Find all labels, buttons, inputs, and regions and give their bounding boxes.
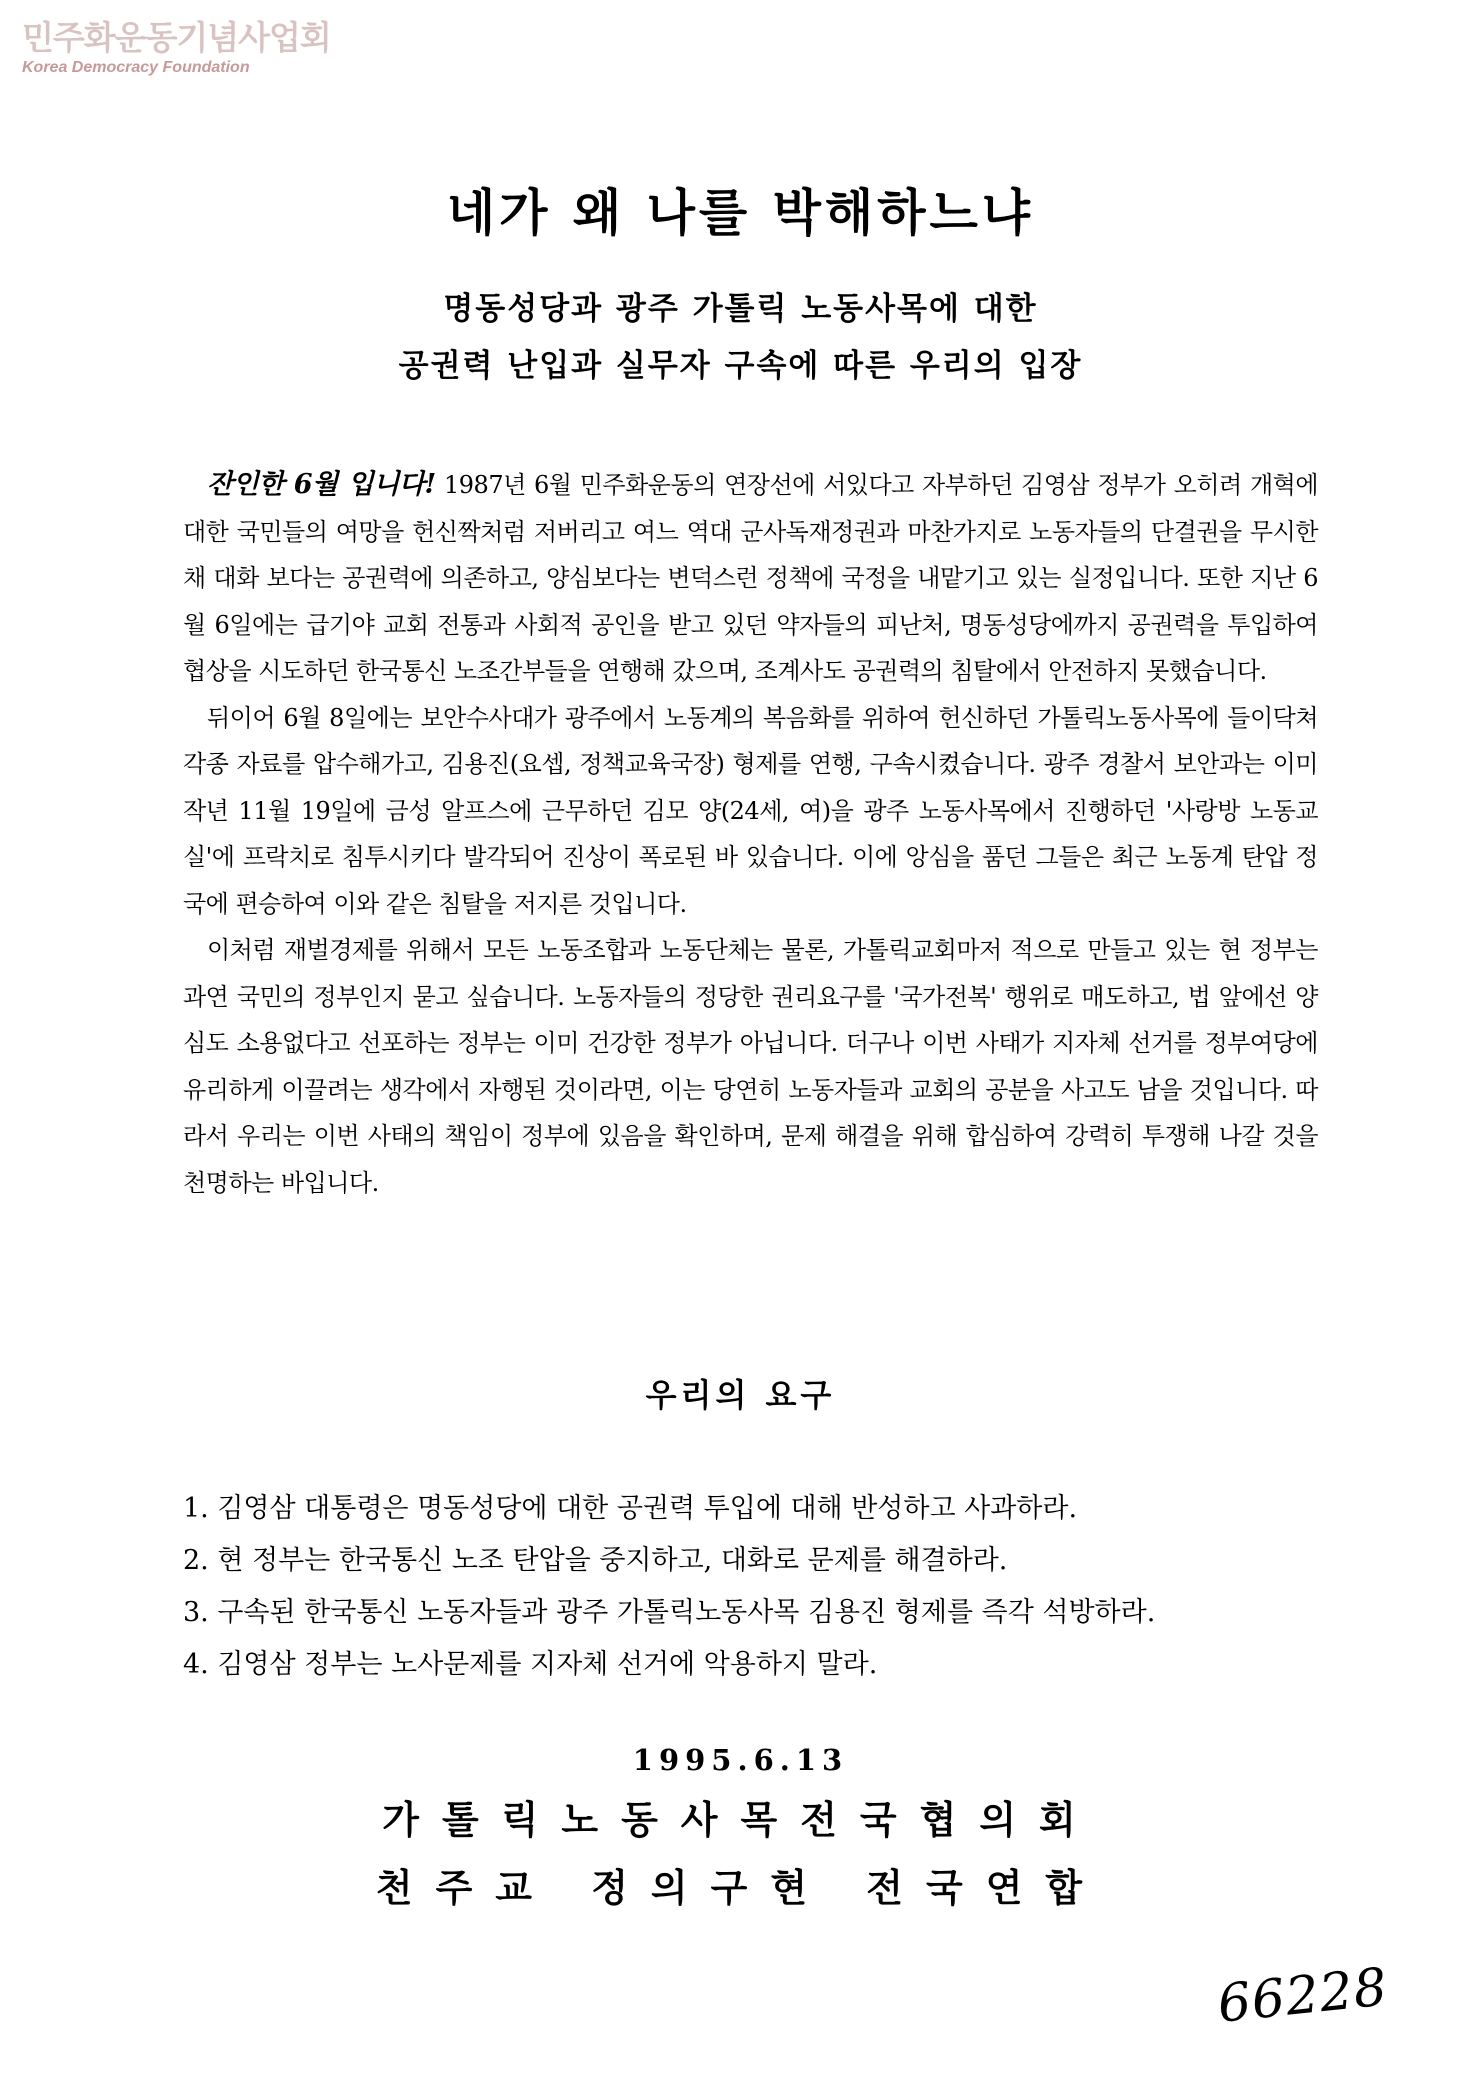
- watermark-korean-text: 민주화운동기념사업회: [22, 18, 331, 57]
- watermark-logo: [22, 18, 331, 78]
- handwritten-archive-number: 66228: [1214, 1957, 1391, 2035]
- demand-item: 3. 구속된 한국통신 노동자들과 광주 가톨릭노동사목 김용진 형제를 즉각 석방하라.: [183, 1597, 1156, 1628]
- organization-name-1: 가톨릭노동사목전국협의회: [382, 1798, 1099, 1842]
- demand-item: 2. 현 정부는 한국통신 노조 탄압을 중지하고, 대화로 문제를 해결하라.: [183, 1545, 1008, 1576]
- subtitle-line-1: 명동성당과 광주 가톨릭 노동사목에 대한: [443, 291, 1038, 327]
- demands-heading: 우리의 요구: [645, 1376, 836, 1414]
- demand-item: 1. 김영삼 대통령은 명동성당에 대한 공권력 투입에 대해 반성하고 사과하라.: [183, 1493, 1078, 1524]
- demand-item: 4. 김영삼 정부는 노사문제를 지자체 선거에 악용하지 말라.: [183, 1649, 878, 1680]
- organization-name-2: 천주교 정의구현 전국연합: [375, 1866, 1106, 1910]
- subtitle-line-2: 공권력 난입과 실무자 구속에 따른 우리의 입장: [398, 348, 1083, 384]
- body-paragraph-1-text: 1987년 6월 민주화운동의 연장선에 서있다고 자부하던 김영삼 정부가 오히려 개혁에 대한 국민들의 여망을 헌신짝처럼 저버리고 여느 역대 군사독재정권과 마찬가지로 노동자들의 단결권을 무시한 채 대화 보다는 공권력에 의존하고, 양심보다는 변덕스런 정책에 국정을 내맡기고 있는 실정입니다. 또한 지난 6월 6일에는 급기야 교회 전통과 사회적 공인을 받고 있던 약자들의 피난처, 명동성당에까지 공권력을 투입하여 협상을 시도하던 한국통신 노조간부들을 연행해 갔으며, 조계사도 공권력의 침탈에서 안전하지 못했습니다.: [183, 471, 1318, 685]
- body-paragraph-1: [183, 462, 1318, 695]
- lead-phrase: 잔인한 6월 입니다!: [207, 469, 436, 500]
- demands-list: [183, 1483, 1333, 1691]
- watermark-english-text: Korea Democracy Foundation: [22, 59, 250, 76]
- body-paragraph-3: 이처럼 재벌경제를 위해서 모든 노동조합과 노동단체는 물론, 가톨릭교회마저 적으로 만들고 있는 현 정부는 과연 국민의 정부인지 묻고 싶습니다. 노동자들의 정당한 권리요구를 '국가전복' 행위로 매도하고, 법 앞에선 양심도 소용없다고 선포하는 정부는 이미 건강한 정부가 아닙니다. 더구나 이번 사태가 지자체 선거를 정부여당에 유리하게 이끌려는 생각에서 자행된 것이라면, 이는 당연히 노동자들과 교회의 공분을 사고도 남을 것입니다. 따라서 우리는 이번 사태의 책임이 정부에 있음을 확인하며, 문제 해결을 위해 합심하여 강력히 투쟁해 나갈 것을 천명하는 바입니다.: [183, 936, 1318, 1197]
- document-date: 1995.6.13: [632, 1743, 849, 1777]
- document-title: 네가 왜 나를 박해하느냐: [446, 184, 1035, 242]
- statement-body: [183, 462, 1318, 1206]
- body-paragraph-2: 뒤이어 6월 8일에는 보안수사대가 광주에서 노동계의 복음화를 위하여 헌신하던 가톨릭노동사목에 들이닥쳐 각종 자료를 압수해가고, 김용진(요셉, 정책교육국장) 형제를 연행, 구속시켰습니다. 광주 경찰서 보안과는 이미 작년 11월 19일에 금성 알프스에 근무하던 김모 양(24세, 여)을 광주 노동사목에서 진행하던 '사랑방 노동교실'에 프락치로 침투시키다 발각되어 진상이 폭로된 바 있습니다. 이에 앙심을 품던 그들은 최근 노동계 탄압 정국에 편승하여 이와 같은 침탈을 저지른 것입니다.: [183, 703, 1318, 918]
